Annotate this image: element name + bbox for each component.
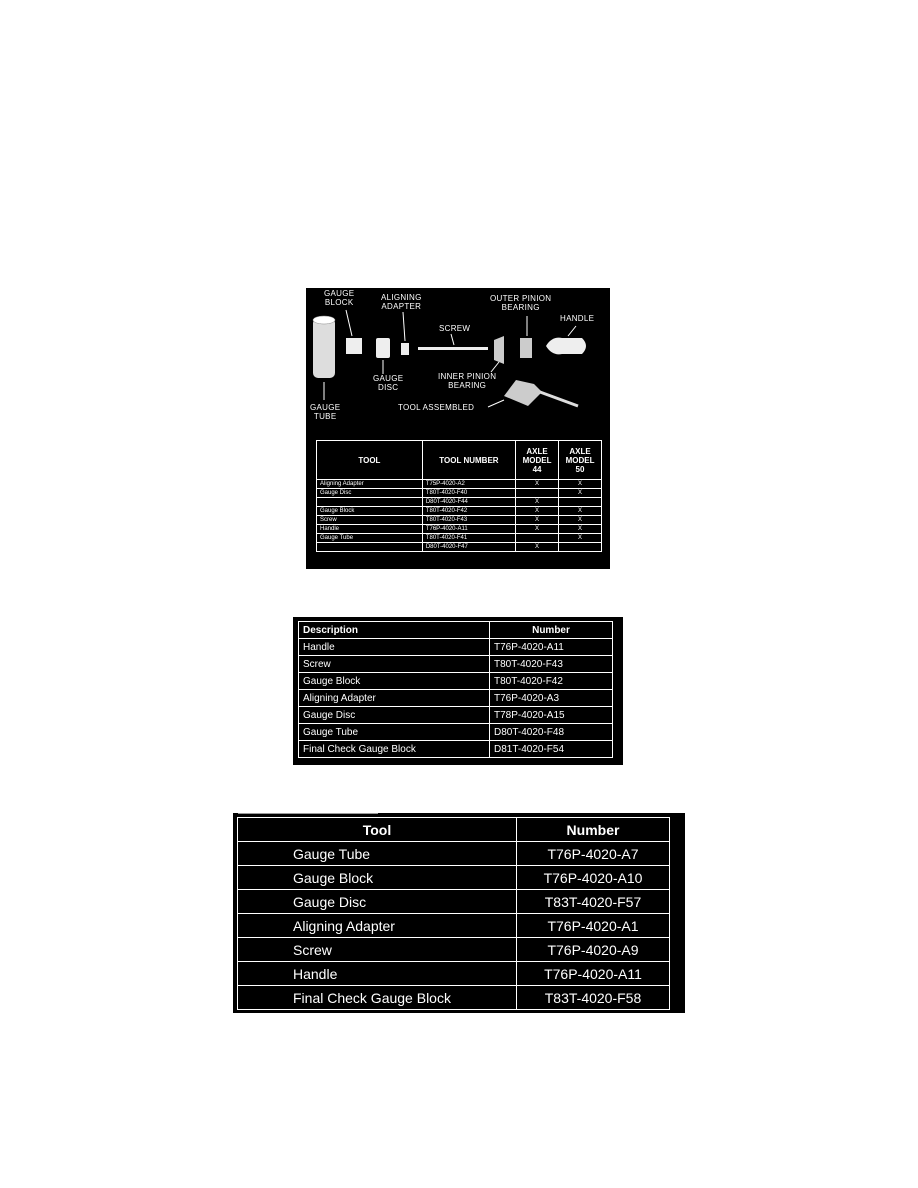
tool-cell: Aligning Adapter — [238, 914, 517, 938]
description-cell: Handle — [299, 639, 490, 656]
description-cell: Screw — [299, 656, 490, 673]
table-row — [317, 525, 602, 534]
tool-number-cell: T80T-4020-F42 — [422, 507, 515, 516]
axle-50-cell — [559, 498, 602, 507]
axle-50-cell: X — [559, 480, 602, 489]
outer-pinion-bearing-label: OUTER PINION BEARING — [490, 294, 552, 312]
axle-50-cell: X — [559, 534, 602, 543]
number-cell: T76P-4020-A11 — [517, 962, 670, 986]
axle-44-cell: X — [516, 516, 559, 525]
screw-arrow — [451, 334, 454, 345]
tool-cell: Gauge Tube — [238, 842, 517, 866]
axle-50-cell: X — [559, 525, 602, 534]
table-row — [238, 986, 670, 1010]
tool-assembled-part — [504, 380, 542, 406]
tool-number-cell: T80T-4020-F40 — [422, 489, 515, 498]
axle-44-cell: X — [516, 480, 559, 489]
axle-50-cell: X — [559, 489, 602, 498]
gauge-tube-part — [313, 318, 335, 378]
inner-pinion-bearing-label: INNER PINION BEARING — [438, 372, 497, 390]
table-row — [238, 962, 670, 986]
tool-parts-illustration — [306, 288, 610, 438]
table-row — [238, 866, 670, 890]
number-cell: T83T-4020-F57 — [517, 890, 670, 914]
header-axle-model-44: AXLE MODEL 44 — [516, 441, 559, 480]
tool-name-cell: Handle — [317, 525, 423, 534]
tool-name-cell — [317, 498, 423, 507]
handle-arrow — [568, 326, 576, 336]
axle-50-cell: X — [559, 516, 602, 525]
tool-name-cell: Screw — [317, 516, 423, 525]
gauge-block-label: GAUGE BLOCK — [324, 289, 355, 307]
number-cell: T76P-4020-A9 — [517, 938, 670, 962]
description-cell: Gauge Block — [299, 673, 490, 690]
table-row — [317, 498, 602, 507]
tool-name-cell — [317, 543, 423, 552]
number-cell: T78P-4020-A15 — [490, 707, 613, 724]
axle-50-cell — [559, 543, 602, 552]
tool-number-cell: D80T-4020-F47 — [422, 543, 515, 552]
table-row — [317, 489, 602, 498]
tool-name-cell: Gauge Tube — [317, 534, 423, 543]
gauge-block-part — [346, 338, 362, 354]
number-cell: T76P-4020-A7 — [517, 842, 670, 866]
tool-cell: Screw — [238, 938, 517, 962]
gauge-tube-end — [313, 316, 335, 324]
gauge-tube-label: GAUGE TUBE — [310, 403, 341, 421]
table-row — [238, 938, 670, 962]
axle-44-cell: X — [516, 525, 559, 534]
gauge-disc-label: GAUGE DISC — [373, 374, 404, 392]
aligning-adapter-label: ALIGNING ADAPTER — [381, 293, 422, 311]
table-row — [299, 741, 613, 758]
tool-assembled-arrow — [488, 400, 504, 407]
gauge-block-arrow — [346, 310, 352, 336]
description-cell: Aligning Adapter — [299, 690, 490, 707]
axle-tool-table — [316, 440, 602, 552]
number-cell: T80T-4020-F42 — [490, 673, 613, 690]
header-number: Number — [517, 818, 670, 842]
table-row — [238, 890, 670, 914]
number-cell: T76P-4020-A1 — [517, 914, 670, 938]
description-cell: Final Check Gauge Block — [299, 741, 490, 758]
table-row — [299, 690, 613, 707]
axle-44-cell: X — [516, 498, 559, 507]
header-axle-model-50: AXLE MODEL 50 — [559, 441, 602, 480]
number-cell: T76P-4020-A11 — [490, 639, 613, 656]
table-row — [238, 842, 670, 866]
axle-44-cell — [516, 534, 559, 543]
table-row — [317, 480, 602, 489]
table-row — [299, 673, 613, 690]
handle-label: HANDLE — [560, 314, 595, 323]
inner-pinion-bearing-arrow — [491, 362, 499, 372]
description-cell: Gauge Tube — [299, 724, 490, 741]
tool-number-cell: D80T-4020-F44 — [422, 498, 515, 507]
tool-cell: Gauge Disc — [238, 890, 517, 914]
number-cell: T83T-4020-F58 — [517, 986, 670, 1010]
axle-tool-table-header — [317, 441, 602, 480]
table3-header — [238, 818, 670, 842]
header-number: Number — [490, 622, 613, 639]
tool-list-table-3 — [233, 813, 685, 1013]
tool-name-cell: Gauge Disc — [317, 489, 423, 498]
tool-cell: Handle — [238, 962, 517, 986]
handle-part — [546, 338, 586, 355]
table-row — [317, 543, 602, 552]
header-tool: TOOL — [317, 441, 423, 480]
header-tool-number: TOOL NUMBER — [422, 441, 515, 480]
table-row — [238, 914, 670, 938]
tool-number-cell: T80T-4020-F41 — [422, 534, 515, 543]
screw-part — [418, 347, 488, 350]
header-description: Description — [299, 622, 490, 639]
table-row — [299, 656, 613, 673]
screw-label: SCREW — [439, 324, 471, 333]
tool-diagram-figure — [306, 288, 610, 569]
inner-pinion-bearing-part — [494, 336, 504, 364]
tool-name-cell: Gauge Block — [317, 507, 423, 516]
table2-header — [299, 622, 613, 639]
description-cell: Gauge Disc — [299, 707, 490, 724]
table-row — [299, 724, 613, 741]
tool-number-cell: T80T-4020-F43 — [422, 516, 515, 525]
table-row — [317, 507, 602, 516]
gauge-disc-part — [376, 338, 390, 358]
tool-cell: Final Check Gauge Block — [238, 986, 517, 1010]
tool-cell: Gauge Block — [238, 866, 517, 890]
tool-number-cell: T76P-4020-A11 — [422, 525, 515, 534]
aligning-adapter-part — [401, 343, 409, 355]
axle-44-cell: X — [516, 507, 559, 516]
table-row — [299, 707, 613, 724]
tool-number-cell: T75P-4020-A2 — [422, 480, 515, 489]
number-cell: D81T-4020-F54 — [490, 741, 613, 758]
table-row — [317, 516, 602, 525]
table-row — [299, 639, 613, 656]
number-cell: T76P-4020-A10 — [517, 866, 670, 890]
tool-list-table-2 — [293, 617, 623, 765]
number-cell: D80T-4020-F48 — [490, 724, 613, 741]
tool-assembled-handle — [540, 392, 578, 406]
header-tool: Tool — [238, 818, 517, 842]
top-rule — [238, 813, 378, 814]
tool-name-cell: Aligning Adapter — [317, 480, 423, 489]
axle-44-cell: X — [516, 543, 559, 552]
table-row — [317, 534, 602, 543]
tool-assembled-label: TOOL ASSEMBLED — [398, 403, 475, 412]
number-cell: T80T-4020-F43 — [490, 656, 613, 673]
axle-50-cell: X — [559, 507, 602, 516]
number-cell: T76P-4020-A3 — [490, 690, 613, 707]
aligning-adapter-arrow — [403, 312, 405, 341]
axle-44-cell — [516, 489, 559, 498]
outer-pinion-bearing-part — [520, 338, 532, 358]
